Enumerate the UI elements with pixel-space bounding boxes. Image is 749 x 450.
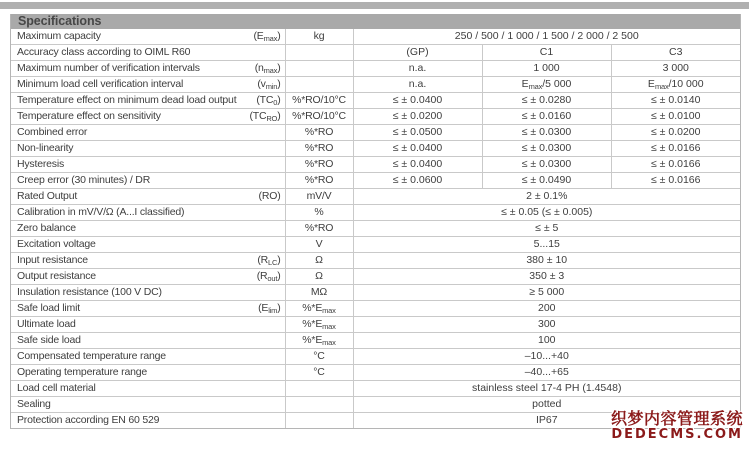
spec-symbol: $(v_{min})$ — [239, 77, 285, 93]
spec-unit: %*RO — [285, 141, 353, 157]
spec-symbol — [239, 317, 285, 333]
spec-value-span: stainless steel 17-4 PH (1.4548) — [353, 381, 740, 397]
spec-unit: °C — [285, 365, 353, 381]
table-row — [11, 157, 740, 173]
spec-symbol: (RO) — [239, 189, 285, 205]
spec-unit: $\%*E_{max}$ — [285, 317, 353, 333]
table-row — [11, 349, 740, 365]
spec-label: Creep error (30 minutes) / DR — [11, 173, 239, 189]
spec-symbol: $(E_{lim})$ — [239, 301, 285, 317]
spec-symbol — [239, 397, 285, 413]
spec-value-c3: C3 — [611, 45, 740, 61]
spec-unit: % — [285, 205, 353, 221]
spec-label: Zero balance — [11, 221, 239, 237]
spec-label: Maximum number of verification intervals — [11, 61, 239, 77]
spec-value-c3: 3 000 — [611, 61, 740, 77]
table-row — [11, 269, 740, 285]
table-row — [11, 205, 740, 221]
spec-unit: Ω — [285, 269, 353, 285]
spec-symbol: $(E_{max})$ — [239, 29, 285, 45]
table-row — [11, 381, 740, 397]
spec-unit: mV/V — [285, 189, 353, 205]
spec-value-c1: ≤ ± 0.0300 — [482, 125, 611, 141]
spec-symbol: $(TC_{RO})$ — [239, 109, 285, 125]
spec-symbol — [239, 141, 285, 157]
spec-symbol — [239, 413, 285, 429]
table-row — [11, 173, 740, 189]
spec-value-span: 350 ± 3 — [353, 269, 740, 285]
spec-unit — [285, 381, 353, 397]
spec-symbol: $(R_{LC})$ — [239, 253, 285, 269]
spec-label: Safe side load — [11, 333, 239, 349]
spec-symbol — [239, 125, 285, 141]
table-row — [11, 365, 740, 381]
spec-value-c3: ≤ ± 0.0140 — [611, 93, 740, 109]
spec-value-c3: ≤ ± 0.0166 — [611, 141, 740, 157]
spec-value-gp: (GP) — [353, 45, 482, 61]
spec-label: Load cell material — [11, 381, 239, 397]
spec-unit: %*RO — [285, 221, 353, 237]
spec-unit: %*RO/10°C — [285, 93, 353, 109]
watermark-line2: DEDECMS.COM — [611, 427, 743, 442]
spec-label: Maximum capacity — [11, 29, 239, 45]
spec-value-gp: n.a. — [353, 61, 482, 77]
spec-label: Combined error — [11, 125, 239, 141]
table-row — [11, 253, 740, 269]
spec-unit: MΩ — [285, 285, 353, 301]
spec-label: Protection according EN 60 529 — [17, 414, 160, 426]
table-row — [11, 109, 740, 125]
spec-table-body — [11, 29, 740, 428]
table-row — [11, 93, 740, 109]
spec-unit: V — [285, 237, 353, 253]
spec-value-span: 380 ± 10 — [353, 253, 740, 269]
table-row — [11, 333, 740, 349]
spec-value-gp: ≤ ± 0.0400 — [353, 141, 482, 157]
specifications-table — [11, 29, 740, 428]
watermark-line1: 织梦内容管理系统 — [610, 409, 743, 428]
spec-unit: %*RO — [285, 157, 353, 173]
spec-value-span: ≤ ± 5 — [353, 221, 740, 237]
spec-value-c3: $E_{max}/10$ 000 — [611, 77, 740, 93]
spec-label: Excitation voltage — [11, 237, 239, 253]
spec-unit: %*RO/10°C — [285, 109, 353, 125]
spec-value-span: ≤ ± 0.05 (≤ ± 0.005) — [353, 205, 740, 221]
spec-unit: %*RO — [285, 125, 353, 141]
spec-label: Input resistance — [11, 253, 239, 269]
table-row — [11, 77, 740, 93]
spec-unit — [285, 397, 353, 413]
table-row — [11, 61, 740, 77]
table-row — [11, 301, 740, 317]
spec-label: Calibration in mV/V/Ω (A...I classified) — [11, 205, 239, 221]
spec-symbol — [239, 173, 285, 189]
spec-unit — [285, 61, 353, 77]
spec-value-gp: ≤ ± 0.0200 — [353, 109, 482, 125]
table-row — [11, 141, 740, 157]
spec-value-c1: C1 — [482, 45, 611, 61]
spec-value-c1: ≤ ± 0.0300 — [482, 141, 611, 157]
spec-symbol: $(TC_0)$ — [239, 93, 285, 109]
spec-symbol — [239, 349, 285, 365]
top-divider-bar — [0, 2, 749, 9]
spec-label: Temperature effect on sensitivity — [11, 109, 239, 125]
spec-unit: %*RO — [285, 173, 353, 189]
spec-symbol — [239, 205, 285, 221]
spec-label: Hysteresis — [11, 157, 239, 173]
spec-value-gp: ≤ ± 0.0600 — [353, 173, 482, 189]
spec-label: Non-linearity — [11, 141, 239, 157]
spec-unit — [285, 77, 353, 93]
spec-value-gp: n.a. — [353, 77, 482, 93]
watermark — [611, 410, 743, 442]
specifications-title: Specifications — [11, 14, 740, 29]
spec-label: Compensated temperature range — [11, 349, 239, 365]
spec-value-gp: ≤ ± 0.0500 — [353, 125, 482, 141]
spec-value-c3: ≤ ± 0.0166 — [611, 173, 740, 189]
table-row — [11, 285, 740, 301]
spec-unit: $\%*E_{max}$ — [285, 301, 353, 317]
spec-value-gp: ≤ ± 0.0400 — [353, 157, 482, 173]
spec-value-c3: ≤ ± 0.0166 — [611, 157, 740, 173]
spec-unit: °C — [285, 349, 353, 365]
table-row — [11, 317, 740, 333]
spec-symbol — [239, 221, 285, 237]
spec-symbol — [239, 285, 285, 301]
spec-label: Safe load limit — [11, 301, 239, 317]
spec-value-c3: ≤ ± 0.0200 — [611, 125, 740, 141]
table-row — [11, 221, 740, 237]
spec-value-gp: ≤ ± 0.0400 — [353, 93, 482, 109]
spec-value-span: IP67 — [535, 414, 558, 426]
spec-value-span: 200 — [353, 301, 740, 317]
spec-value-c1: $E_{max}/5$ 000 — [482, 77, 611, 93]
spec-label: Accuracy class according to OIML R60 — [11, 45, 239, 61]
table-row — [11, 189, 740, 205]
spec-value-span: 2 ± 0.1% — [353, 189, 740, 205]
spec-label: Operating temperature range — [11, 365, 239, 381]
spec-symbol — [239, 157, 285, 173]
spec-value-c1: ≤ ± 0.0160 — [482, 109, 611, 125]
spec-symbol — [239, 45, 285, 61]
spec-label: Rated Output — [11, 189, 239, 205]
table-row — [11, 125, 740, 141]
table-row — [11, 29, 740, 45]
spec-symbol — [239, 333, 285, 349]
spec-value-span: 250 / 500 / 1 000 / 1 500 / 2 000 / 2 500 — [353, 29, 740, 45]
spec-value-c1: 1 000 — [482, 61, 611, 77]
spec-unit: Ω — [285, 253, 353, 269]
spec-value-span: potted — [353, 397, 740, 413]
spec-unit — [285, 45, 353, 61]
spec-symbol: $(R_{out})$ — [239, 269, 285, 285]
table-row — [11, 45, 740, 61]
spec-value-span: 100 — [353, 333, 740, 349]
spec-unit: $\%*E_{max}$ — [285, 333, 353, 349]
spec-value-span: 300 — [353, 317, 740, 333]
spec-label: Minimum load cell verification interval — [11, 77, 239, 93]
spec-value-span: –40...+65 — [353, 365, 740, 381]
spec-value-c1: ≤ ± 0.0490 — [482, 173, 611, 189]
spec-label: Sealing — [11, 397, 239, 413]
table-row — [11, 237, 740, 253]
spec-value-c1: ≤ ± 0.0300 — [482, 157, 611, 173]
spec-value-span: –10...+40 — [353, 349, 740, 365]
spec-label: Temperature effect on minimum dead load output — [11, 93, 239, 109]
spec-unit — [285, 413, 353, 429]
spec-value-span: ≥ 5 000 — [353, 285, 740, 301]
specifications-panel — [10, 14, 741, 429]
spec-symbol — [239, 365, 285, 381]
spec-symbol — [239, 237, 285, 253]
spec-unit: kg — [285, 29, 353, 45]
spec-value-c1: ≤ ± 0.0280 — [482, 93, 611, 109]
spec-label: Output resistance — [11, 269, 239, 285]
spec-label: Insulation resistance (100 V DC) — [11, 285, 239, 301]
spec-symbol — [239, 381, 285, 397]
spec-symbol: $(n_{max})$ — [239, 61, 285, 77]
spec-value-c3: ≤ ± 0.0100 — [611, 109, 740, 125]
spec-value-span: 5...15 — [353, 237, 740, 253]
spec-label: Ultimate load — [11, 317, 239, 333]
